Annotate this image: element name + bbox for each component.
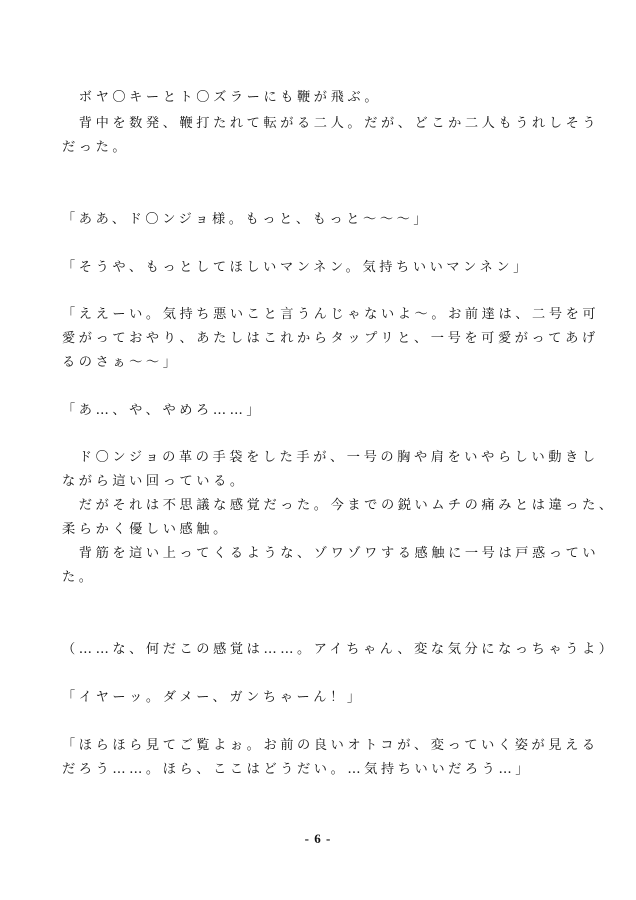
dialogue-line: 「イヤーッ。ダメー、ガンちゃーん！」	[62, 690, 364, 705]
dialogue-line: 「ええーい。気持ち悪いこと言うんじゃないよ〜。お前達は、二号を可	[62, 307, 600, 322]
text-line: だがそれは不思議な感覚だった。今までの鋭いムチの痛みとは違った、	[62, 498, 616, 513]
text-line: ボヤ〇キーとト〇ズラーにも鞭が飛ぶ。	[62, 90, 382, 105]
dialogue-line: 愛がっておやり、あたしはこれからタップリと、一号を可愛がってあげ	[62, 331, 599, 346]
dialogue-line: 「ああ、ド〇ンジョ様。もっと、もっと〜〜〜」	[62, 212, 431, 227]
text-line: 背中を数発、鞭打たれて転がる二人。だが、どこか二人もうれしそう	[62, 116, 600, 131]
text-line: 柔らかく優しい感触。	[62, 522, 230, 537]
text-line: 背筋を這い上ってくるような、ゾワゾワする感触に一号は戸惑ってい	[62, 546, 600, 561]
dialogue-line: 「そうや、もっとしてほしいマンネン。気持ちいいマンネン」	[62, 260, 530, 275]
dialogue-line: 「ほらほら見てご覧よぉ。お前の良いオトコが、変っていく姿が見える	[62, 738, 599, 753]
text-line: ながら這い回っている。	[62, 474, 247, 489]
thought-line: （……な、何だこの感覚は……。アイちゃん、変な気分になっちゃうよ）	[62, 642, 616, 657]
text-line: た。	[62, 570, 96, 585]
dialogue-line: だろう……。ほら、ここはどうだい。…気持ちいいだろう…」	[62, 762, 533, 777]
dialogue-line: 「あ…、や、やめろ……」	[62, 403, 264, 418]
text-line: ド〇ンジョの革の手袋をした手が、一号の胸や肩をいやらしい動きし	[62, 450, 599, 465]
page-number: - 6 -	[304, 831, 332, 846]
dialogue-line: るのさぁ〜〜」	[62, 355, 180, 370]
text-line: だった。	[62, 140, 130, 155]
